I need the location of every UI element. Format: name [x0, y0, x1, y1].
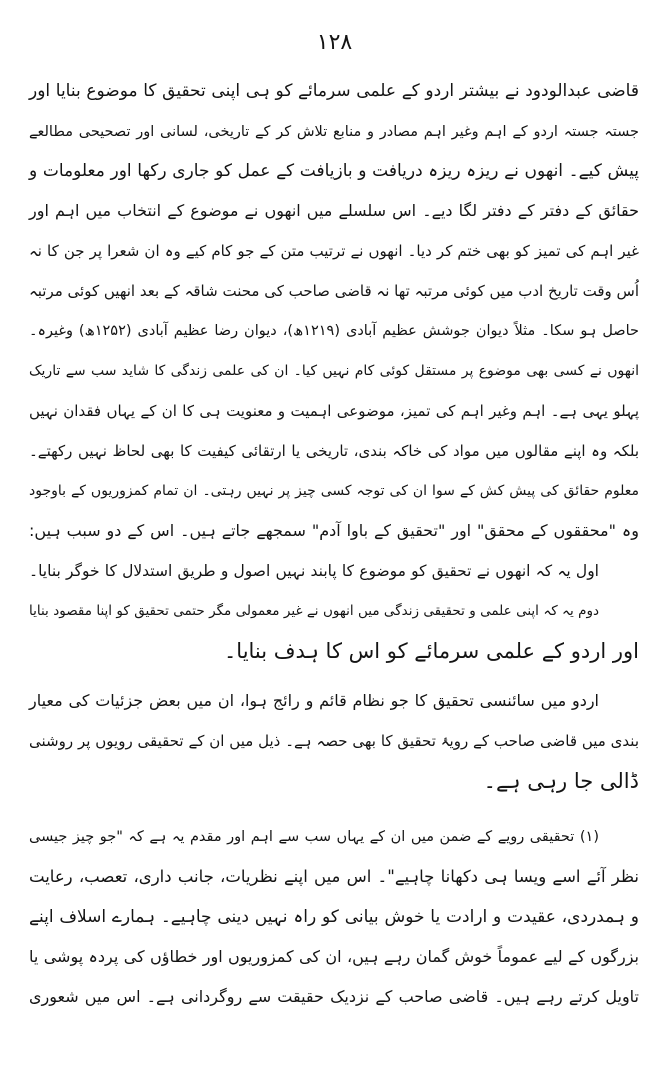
text-line: حاصل ہو سکا۔ مثلاً دیوان جوشش عظیم آبادی (۱۲۱۹ھ)، دیوان رضا عظیم آبادی (۱۲۵۲ھ) وغیرہ۔: [29, 323, 639, 339]
text-line: اردو میں سائنسی تحقیق کا جو نظام قائم و رائج ہوا، ان میں بعض جزئیات کی معیار: [29, 691, 599, 710]
text-line: اور اردو کے علمی سرمائے کو اس کا ہدف بنایا۔: [223, 639, 639, 663]
text-line: نظر آئے اسے ویسا ہی دکھانا چاہیے"۔ اس میں اپنے نظریات، جانب داری، تعصب، رعایت: [29, 867, 639, 886]
text-line: تاویل کرتے رہے ہیں۔ قاضی صاحب کے نزدیک حقیقت سے روگردانی ہے۔ اس میں شعوری: [29, 987, 639, 1006]
text-line: ڈالی جا رہی ہے۔: [483, 769, 639, 793]
text-line: بلکہ وہ اپنے مقالوں میں مواد کی خاکہ بندی، تاریخی یا ارتقائی کیفیت کا بھی لحاظ نہیں رکھتے۔: [29, 442, 639, 460]
text-line: اول یہ کہ انھوں نے تحقیق کو موضوع کا پابند نہیں اصول و طریق استدلال کا خوگر بنایا۔: [29, 562, 599, 580]
text-line: معلوم حقائق کی پیش کش کے سوا ان کی توجہ کسی چیز پر نہیں رہتی۔ ان تمام کمزوریوں کے باوجود: [29, 483, 639, 499]
text-line: اُس وقت تاریخ ادب میں کوئی مرتبہ تھا نہ قاضی صاحب کی محنت شاقہ کے بعد انھیں کوئی مرتبہ: [28, 282, 639, 300]
text-line: حقائق کے دفتر کے دفتر لگا دیے۔ اس سلسلے میں انھوں نے موضوع کے انتخاب میں اہم اور: [29, 201, 639, 220]
text-line: پہلو یہی ہے۔ اہم وغیر اہم کی تمیز، موضوعی اہمیت و معنویت ہی کا ان کے یہاں فقدان نہیں: [29, 402, 639, 420]
text-line: و ہمدردی، عقیدت و ارادت یا خوش بیانی کو راہ نہیں دینی چاہیے۔ ہمارے اسلاف اپنے: [29, 907, 639, 927]
text-line: جستہ جستہ اردو کے اہم وغیر اہم مصادر و منابع تلاش کر کے تاریخی، لسانی اور تصحیحی مطالعے: [29, 124, 639, 140]
text-line: بندی میں قاضی صاحب کے رویۂ تحقیق کا بھی حصہ ہے۔ ذیل میں ان کے تحقیقی رویوں پر روشنی: [29, 732, 639, 750]
text-line: دوم یہ کہ اپنی علمی و تحقیقی زندگی میں انھوں نے غیر معمولی مگر حتمی تحقیق کو اپنا مقصود بنایا: [29, 603, 599, 619]
text-line: غیر اہم کی تمیز کو بھی ختم کر دیا۔ انھوں نے ترتیب متن کے جو کام کیے وہ ان شعرا پر جن کا نہ: [29, 242, 639, 260]
text-line: قاضی عبدالودود نے بیشتر اردو کے علمی سرمائے کو ہی اپنی تحقیق کا موضوع بنایا اور: [29, 81, 639, 101]
text-line: پیش کیے۔ انھوں نے ریزہ ریزہ دریافت و بازیافت کے عمل کو جاری رکھا اور معلومات و: [29, 161, 639, 181]
text-line: وہ "محققوں کے محقق" اور "تحقیق کے باوا آدم" سمجھے جاتے ہیں۔ اس کے دو سبب ہیں:: [29, 521, 639, 540]
text-line: (۱) تحقیقی رویے کے ضمن میں ان کے یہاں سب سے اہم اور مقدم یہ ہے کہ "جو چیز جیسی: [29, 829, 599, 845]
text-line: بزرگوں کے لیے عموماً خوش گمان رہے ہیں، ان کی کمزوریوں اور خطاؤں کی پردہ پوشی یا: [29, 947, 639, 966]
page-number: ۱۲۸: [316, 30, 353, 55]
text-line: انھوں نے کسی بھی موضوع پر مستقل کوئی کام نہیں کیا۔ ان کی علمی زندگی کا شاید سب سے تاریک: [29, 363, 639, 379]
